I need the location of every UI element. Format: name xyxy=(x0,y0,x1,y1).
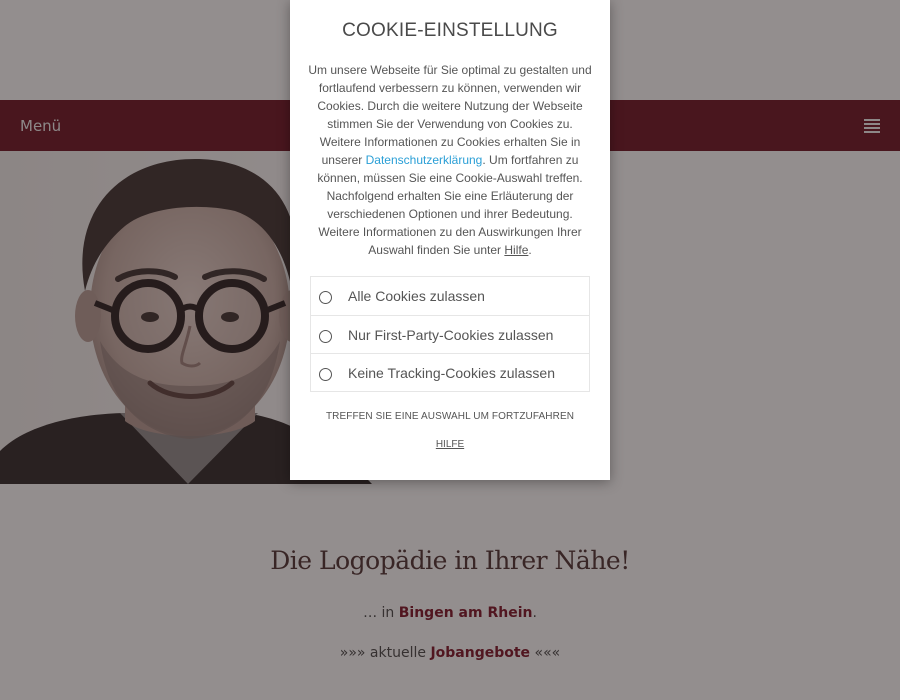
cookie-option-label: Keine Tracking-Cookies zulassen xyxy=(348,364,555,381)
cookie-dialog-text xyxy=(308,61,592,259)
privacy-policy-link[interactable]: Datenschutzerklärung xyxy=(365,153,483,167)
cookie-text-part1: Um unsere Webseite für Sie optimal zu gestalten und fortlaufend verbessern zu können, verwenden wir Cookies. Durch die weitere Nutzung der Webseite stimmen Sie der Verwendung von Cookies zu. Weitere Informationen zu Cookies erhalten Sie in unserer xyxy=(308,63,592,167)
help-link[interactable]: HILFE xyxy=(435,439,465,450)
cookie-option-first-party[interactable] xyxy=(311,315,589,353)
help-inline-link[interactable]: Hilfe xyxy=(504,243,529,257)
proceed-instruction: TREFFEN SIE EINE AUSWAHL UM FORTZUFAHREN xyxy=(325,411,575,422)
cookie-dialog-title: COOKIE-EINSTELLUNG xyxy=(342,20,558,41)
cookie-consent-dialog xyxy=(290,0,610,480)
cookie-option-no-tracking[interactable] xyxy=(311,353,589,391)
cookie-option-all[interactable] xyxy=(311,277,589,315)
cookie-text-part3: . xyxy=(528,243,532,257)
cookie-text-part2: . Um fortfahren zu können, müssen Sie eine Cookie-Auswahl treffen. Nachfolgend erhalten Sie eine Erläuterung der verschiedenen Optionen und ihrer Bedeutung. Weitere Informationen zu den Auswirkungen Ihrer Auswahl finden Sie unter xyxy=(317,153,583,257)
radio-button[interactable] xyxy=(319,368,332,381)
cookie-option-label: Alle Cookies zulassen xyxy=(348,288,485,304)
cookie-options-list xyxy=(310,276,590,392)
radio-button[interactable] xyxy=(319,291,332,304)
cookie-option-label: Nur First-Party-Cookies zulassen xyxy=(348,326,554,343)
radio-button[interactable] xyxy=(319,330,332,343)
